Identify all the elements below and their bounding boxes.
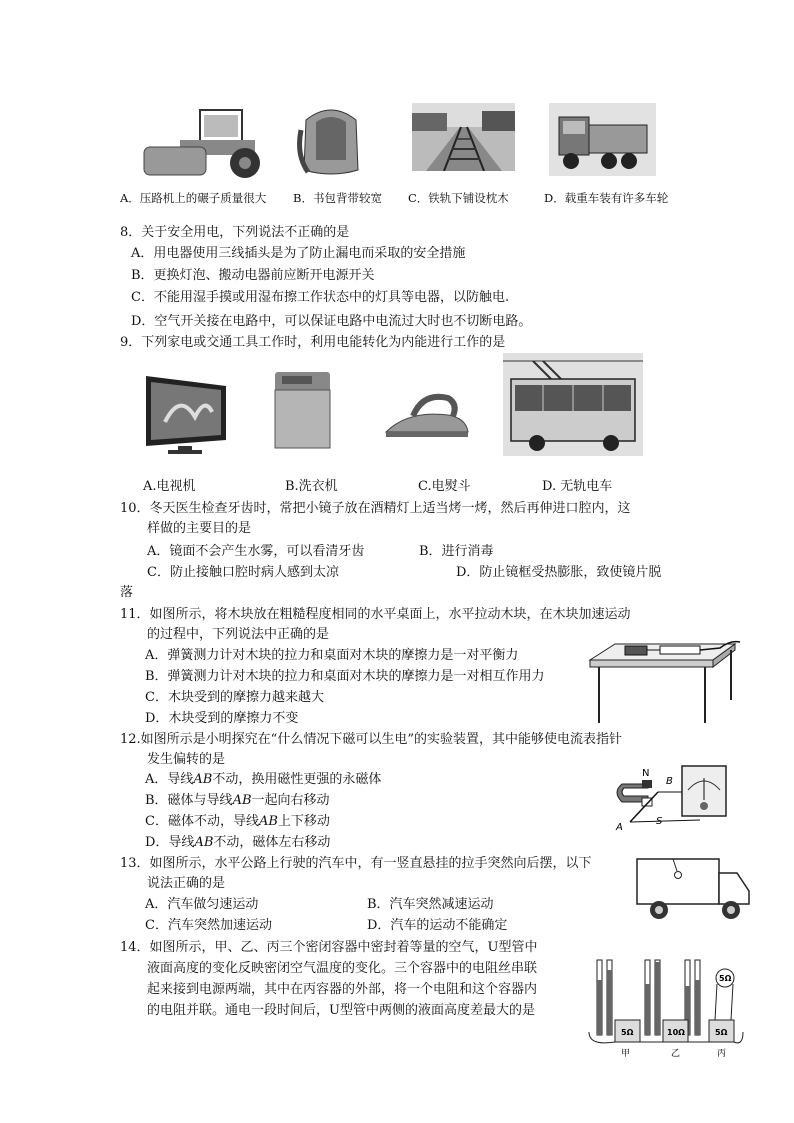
q9-option-b: B.洗衣机 bbox=[285, 479, 338, 494]
q13-stem-line2: 说法正确的是 bbox=[147, 876, 226, 891]
q7-option-a: A．压路机上的碾子质量很大 bbox=[120, 191, 267, 205]
q11-stem-line2: 的过程中，下列说法中正确的是 bbox=[147, 627, 330, 642]
q12-option-c-ab: AB bbox=[258, 814, 278, 829]
q10-option-d: D．防止镜框受热膨胀，致使镜片脱 bbox=[456, 565, 662, 580]
q14-fig-bing: 丙 bbox=[717, 1049, 727, 1059]
q13-option-a: A．汽车做匀速运动 bbox=[145, 897, 259, 912]
backpack-image bbox=[296, 100, 366, 178]
washing-machine-image bbox=[270, 368, 335, 453]
q10-option-c: C．防止接触口腔时病人感到太凉 bbox=[147, 565, 339, 580]
railway-image bbox=[412, 103, 515, 171]
q9-option-d: D. 无轨电车 bbox=[542, 479, 613, 494]
q8-option-d: D．空气开关接在电路中，可以保证电路中电流过大时也不切断电路。 bbox=[131, 314, 532, 329]
q12-option-b-text1: B．磁体与导线 bbox=[145, 793, 233, 808]
q14-line2: 液面高度的变化反映密闭空气温度的变化。三个容器中的电阻丝串联 bbox=[147, 961, 538, 976]
q8-option-b: B．更换灯泡、搬动电器前应断开电源开关 bbox=[131, 268, 375, 283]
q14-fig-yi: 乙 bbox=[671, 1049, 681, 1059]
truck-with-hanging-handle-figure bbox=[633, 855, 753, 925]
q12-option-d-text2: 不动，磁体左右移动 bbox=[213, 835, 331, 850]
q12-option-b-text2: 一起向右移动 bbox=[251, 793, 330, 808]
q12-stem-line2: 发生偏转的是 bbox=[147, 752, 226, 767]
q12-option-a-text1: A．导线 bbox=[145, 772, 194, 787]
q12-option-c-text2: 上下移动 bbox=[277, 814, 330, 829]
road-roller-image bbox=[140, 105, 270, 180]
q11-option-b: B．弹簧测力计对木块的拉力和桌面对木块的摩擦力是一对相互作用力 bbox=[145, 669, 545, 684]
q12-option-c bbox=[145, 813, 330, 831]
q12-stem-line1: 12.如图所示是小明探究在“什么情况下磁可以生电”的实验装置，其中能够使电流表指针 bbox=[120, 732, 622, 747]
q13-option-d: D．汽车的运动不能确定 bbox=[367, 918, 508, 933]
q10-option-b: B．进行消毒 bbox=[419, 544, 494, 559]
q12-option-a-ab: AB bbox=[193, 772, 213, 787]
q12-option-d-ab: AB bbox=[194, 835, 214, 850]
joule-heating-containers-figure bbox=[585, 950, 745, 1060]
q11-option-c: C．木块受到的摩擦力越来越大 bbox=[145, 690, 324, 705]
q14-fig-r1: 5Ω bbox=[621, 1028, 634, 1037]
q7-option-d: D．载重车装有许多车轮 bbox=[544, 191, 669, 205]
q13-stem-line1: 13．如图所示，水平公路上行驶的汽车中，有一竖直悬挂的拉手突然向后摆，以下 bbox=[120, 856, 592, 871]
q14-line1: 14．如图所示，甲、乙、丙三个密闭容器中密封着等量的空气，U型管中 bbox=[120, 940, 538, 955]
q12-fig-s: S bbox=[656, 816, 663, 827]
q7-option-c: C．铁轨下铺设枕木 bbox=[408, 191, 509, 205]
q14-fig-jia: 甲 bbox=[621, 1049, 631, 1059]
q12-option-b bbox=[145, 792, 330, 810]
electromagnetic-induction-figure bbox=[610, 762, 740, 834]
q10-option-a: A．镜面不会产生水雾，可以看清牙齿 bbox=[147, 544, 365, 559]
heavy-truck-image bbox=[549, 103, 656, 176]
q8-option-a: A．用电器使用三线插头是为了防止漏电而采取的安全措施 bbox=[131, 246, 466, 261]
q14-line4: 的电阻并联。通电一段时间后，U型管中两侧的液面高度差最大的是 bbox=[147, 1003, 535, 1018]
q12-option-d-text1: D．导线 bbox=[145, 835, 195, 850]
q9-option-c: C.电熨斗 bbox=[418, 479, 471, 494]
q8-stem: 8．关于安全用电，下列说法不正确的是 bbox=[120, 225, 350, 240]
q14-fig-r2: 10Ω bbox=[667, 1028, 685, 1037]
q12-option-a bbox=[145, 771, 381, 789]
q13-option-c: C．汽车突然加速运动 bbox=[145, 918, 272, 933]
q12-option-c-text1: C．磁体不动，导线 bbox=[145, 814, 259, 829]
q14-fig-r-ext: 5Ω bbox=[719, 974, 732, 983]
television-image bbox=[140, 372, 230, 457]
q14-fig-r3: 5Ω bbox=[715, 1028, 728, 1037]
q14-line3: 起来接到电源两端，其中在丙容器的外部，将一个电阻和这个容器内 bbox=[147, 982, 538, 997]
q8-option-c: C．不能用湿手摸或用湿布擦工作状态中的灯具等电器，以防触电. bbox=[131, 290, 510, 305]
q9-stem: 9．下列家电或交通工具工作时，利用电能转化为内能进行工作的是 bbox=[120, 335, 506, 350]
q12-option-a-text2: 不动，换用磁性更强的永磁体 bbox=[212, 772, 382, 787]
q10-stem-line1: 10．冬天医生检查牙齿时，常把小镜子放在酒精灯上适当烤一烤，然后再伸进口腔内，这 bbox=[120, 501, 631, 516]
q12-option-d bbox=[145, 834, 330, 852]
q12-fig-a: A bbox=[616, 822, 623, 833]
q12-option-b-ab: AB bbox=[232, 793, 252, 808]
q11-stem-line1: 11．如图所示，将木块放在粗糙程度相同的水平桌面上，水平拉动木块，在木块加速运动 bbox=[120, 607, 631, 622]
trolleybus-image bbox=[503, 353, 643, 456]
q9-option-a: A.电视机 bbox=[143, 479, 196, 494]
table-spring-scale-figure bbox=[585, 630, 745, 725]
q10-option-d-wrap: 落 bbox=[120, 585, 134, 600]
q11-option-d: D．木块受到的摩擦力不变 bbox=[145, 711, 299, 726]
q7-option-b: B．书包背带较宽 bbox=[293, 191, 382, 205]
q10-stem-line2: 样做的主要目的是 bbox=[147, 521, 252, 536]
q11-option-a: A．弹簧测力计对木块的拉力和桌面对木块的摩擦力是一对平衡力 bbox=[145, 648, 519, 663]
q12-fig-n: N bbox=[642, 768, 650, 779]
q12-fig-b: B bbox=[666, 776, 673, 787]
q13-option-b: B．汽车突然减速运动 bbox=[367, 897, 494, 912]
electric-iron-image bbox=[378, 380, 473, 445]
